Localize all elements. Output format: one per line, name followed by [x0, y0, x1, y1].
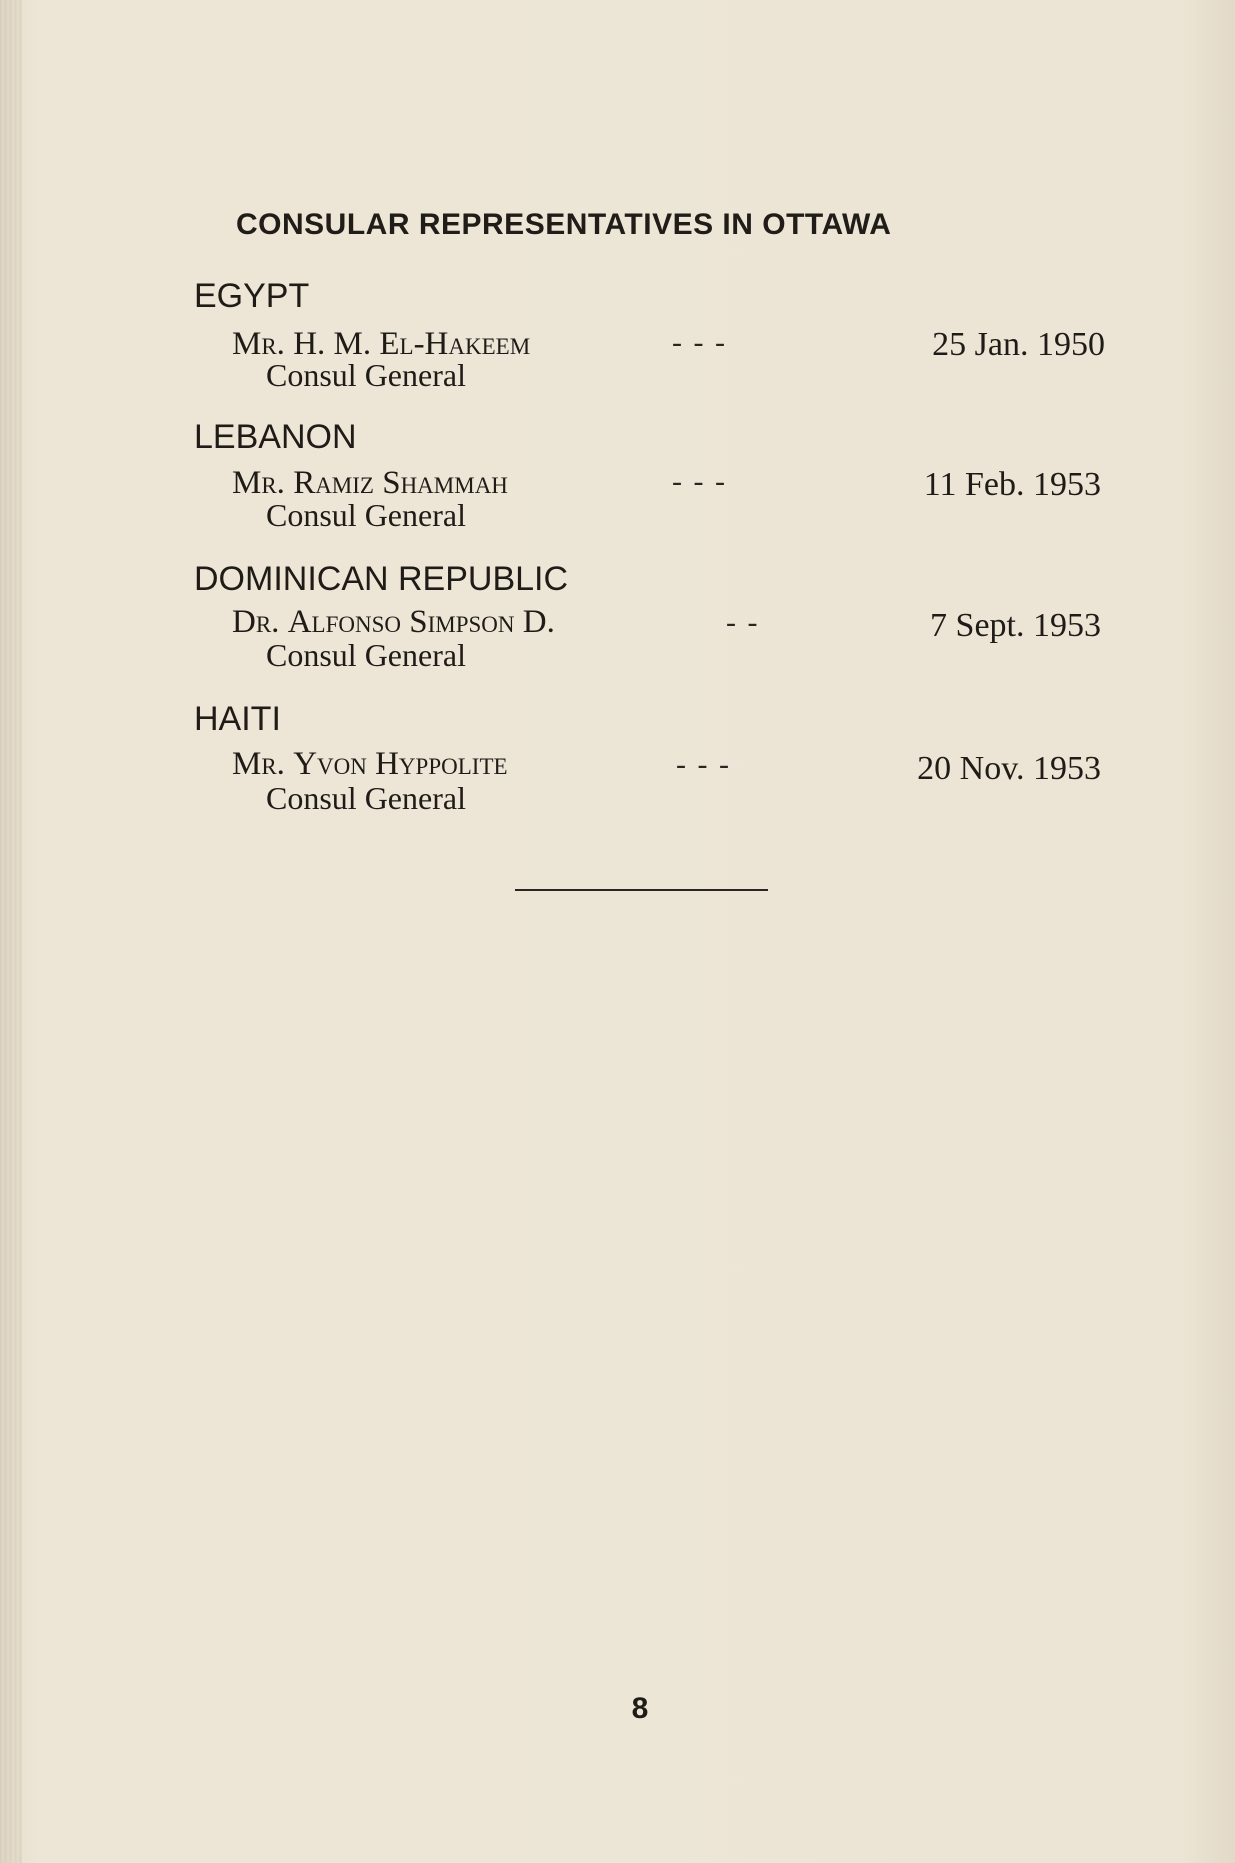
name-prefix: Dr. — [232, 604, 280, 640]
name-text: H. M. El-Hakeem — [293, 326, 531, 362]
leader-dashes: - - - — [672, 465, 727, 498]
country-haiti: HAITI — [194, 700, 281, 738]
leader-dashes: - - - — [672, 326, 727, 359]
representative-name — [232, 746, 508, 783]
representative-title: Consul General — [266, 497, 466, 533]
representative-name — [232, 604, 555, 641]
name-prefix: Mr. — [232, 326, 285, 362]
representative-title: Consul General — [266, 780, 466, 816]
appointment-date: 20 Nov. 1953 — [917, 750, 1101, 787]
leader-dashes: - - — [726, 606, 760, 639]
country-dominican-republic: DOMINICAN REPUBLIC — [194, 560, 569, 598]
appointment-date: 7 Sept. 1953 — [930, 607, 1101, 644]
appointment-date: 25 Jan. 1950 — [932, 326, 1105, 363]
name-text: Yvon Hyppolite — [293, 746, 508, 782]
page-heading: CONSULAR REPRESENTATIVES IN OTTAWA — [236, 208, 892, 241]
page-number: 8 — [631, 1692, 649, 1725]
appointment-date: 11 Feb. 1953 — [923, 466, 1101, 503]
name-text: Alfonso Simpson D. — [287, 604, 555, 640]
name-prefix: Mr. — [232, 465, 285, 501]
page-edge — [0, 0, 22, 1863]
leader-dashes: - - - — [676, 748, 731, 781]
name-prefix: Mr. — [232, 746, 285, 782]
country-lebanon: LEBANON — [194, 418, 357, 456]
representative-title: Consul General — [266, 357, 466, 393]
closing-rule — [515, 889, 768, 891]
representative-title: Consul General — [266, 637, 466, 673]
name-text: Ramiz Shammah — [293, 465, 508, 501]
country-egypt: EGYPT — [194, 277, 310, 315]
